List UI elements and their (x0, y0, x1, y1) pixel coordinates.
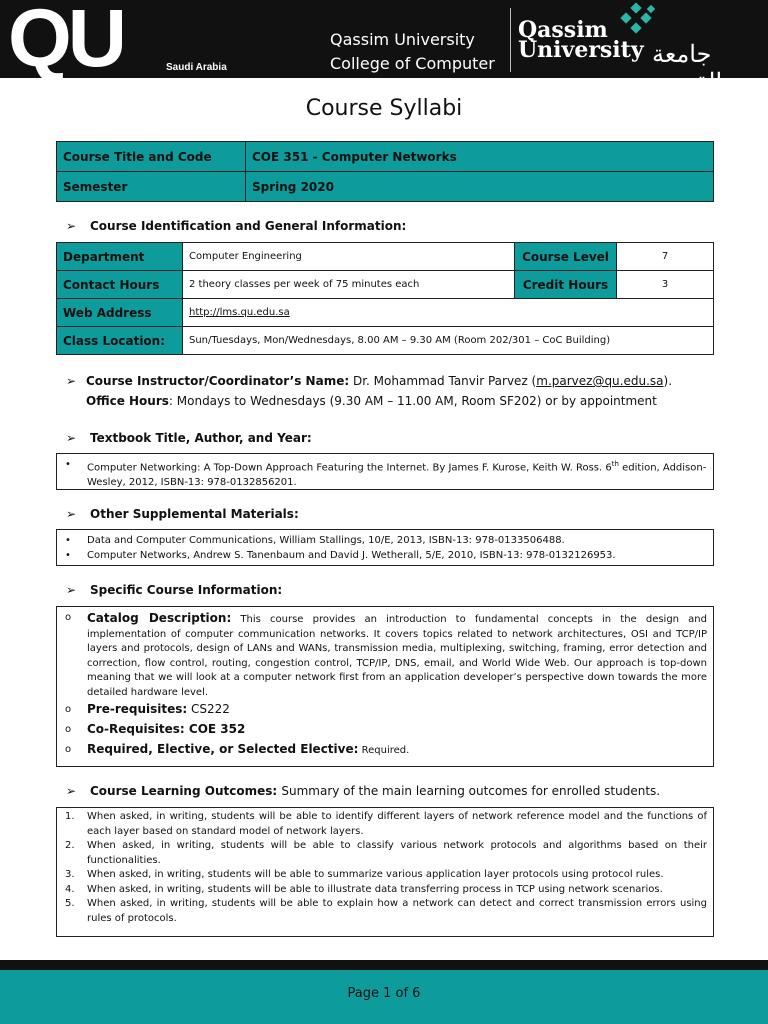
class-location-label: Class Location: (57, 327, 183, 355)
web-address-cell (183, 299, 714, 327)
banner-text (330, 28, 495, 76)
arrow-icon: ➢ (66, 583, 77, 597)
list-item (63, 548, 707, 563)
outcome-number: 5. (65, 898, 75, 909)
section-outcomes (66, 784, 660, 798)
section-heading: Specific Course Information: (90, 583, 283, 597)
textbook-item (63, 457, 707, 490)
header-banner (0, 0, 768, 96)
section-heading: Textbook Title, Author, and Year: (90, 431, 312, 445)
textbook-text-end: edition, Addison-Wesley, 2012, ISBN-13: 978-0132856201. (87, 462, 707, 489)
textbook-text: Computer Networking: A Top-Down Approach Featuring the Internet. By James F. Kurose, Keith W. Ross. 6 (87, 462, 612, 474)
specific-box (56, 606, 714, 767)
textbook-sup: th (611, 460, 619, 468)
outcome-text: When asked, in writing, students will be able to classify various network protocols and algorithms based on their functionalities. (87, 840, 707, 866)
credit-hours-label: Credit Hours (515, 271, 617, 299)
department-label: Department (57, 243, 183, 271)
arabic-university-name: جامعة القصيم (652, 40, 723, 96)
outcome-number: 1. (65, 811, 75, 822)
catalog-text: This course provides an introduction to fundamental concepts in the design and implementation of computer communication networks. It covers topics related to network architectures, OSI and TCP/IP layers and protocols, design of LANs and WANs, transmission media, multiplexing, switching, framing, error detection and correction, flow control, routing, congestion control, TCP/IP, DNS, email, and World Wide Web. Our approach is top-down meaning that we will look at a computer network first from an application developer’s perspective down towards the more detailed hardware level. (87, 614, 707, 698)
page-number: Page 1 of 6 (347, 986, 421, 1001)
web-address-link[interactable]: http://lms.qu.edu.sa (189, 307, 290, 318)
instructor-line (66, 374, 672, 388)
qu-logo: QU (8, 0, 123, 84)
outcomes-box (56, 807, 714, 937)
outcome-number: 2. (65, 840, 75, 851)
course-level-label: Course Level (515, 243, 617, 271)
arrow-icon: ➢ (66, 374, 77, 388)
circle-bullet-icon: o (65, 724, 72, 735)
textbook-box (56, 453, 714, 490)
class-location-value: Sun/Tuesdays, Mon/Wednesdays, 8.00 AM – 9.30 AM (Room 202/301 – CoC Building) (183, 327, 714, 355)
supplemental-text: Computer Networks, Andrew S. Tanenbaum and David J. Wetherall, 5/E, 2010, ISBN-13: 978-0132126953. (87, 550, 616, 561)
page-title: Course Syllabi (305, 96, 463, 121)
office-hours-label: Office Hours (86, 394, 169, 408)
outcomes-description: Summary of the main learning outcomes for enrolled students. (281, 784, 661, 798)
prereq-label: Pre-requisites: (87, 702, 188, 716)
outcome-item (63, 883, 707, 898)
web-address-label: Web Address (57, 299, 183, 327)
logo-subtitle: Saudi Arabia (166, 62, 227, 73)
corequisites (63, 720, 707, 740)
circle-bullet-icon: o (65, 744, 72, 755)
credit-hours-value: 3 (617, 271, 714, 299)
general-info-table (56, 242, 714, 355)
arrow-icon: ➢ (66, 431, 77, 445)
instructor-close: ). (663, 374, 673, 388)
outcome-item (63, 868, 707, 883)
section-heading: Other Supplemental Materials: (90, 507, 299, 521)
circle-bullet-icon: o (65, 612, 72, 623)
prereq-value: CS222 (187, 702, 230, 716)
university-name: Qassim University (330, 30, 475, 49)
arrow-icon: ➢ (66, 219, 77, 233)
coreq-label: Co-Requisites: (87, 722, 185, 736)
bullet-icon: • (65, 550, 71, 561)
required-value: Required. (358, 745, 410, 756)
arrow-icon: ➢ (66, 784, 77, 798)
required-elective (63, 740, 707, 760)
course-title-value: COE 351 - Computer Networks (246, 142, 714, 172)
outcome-text: When asked, in writing, students will be able to identify different layers of network reference model and the functions of each layer based on standard model of network layers. (87, 811, 707, 837)
semester-label: Semester (57, 172, 246, 202)
outcome-item (63, 810, 707, 839)
list-item (63, 533, 707, 548)
outcome-text: When asked, in writing, students will be able to explain how a network can detect and correct transmission errors using rules of protocols. (87, 898, 707, 924)
section-heading: Course Learning Outcomes: (90, 784, 278, 798)
section-heading: Course Identification and General Information: (90, 219, 407, 233)
department-value: Computer Engineering (183, 243, 515, 271)
catalog-label: Catalog Description: (87, 611, 232, 625)
outcome-text: When asked, in writing, students will be able to summarize various application layer protocols using protocol rules. (87, 869, 664, 880)
banner-divider (510, 8, 511, 72)
section-textbook (66, 431, 312, 445)
bullet-icon: • (65, 535, 71, 546)
supplemental-box (56, 529, 714, 566)
college-name: College of Computer (330, 54, 495, 73)
prerequisites (63, 700, 707, 720)
outcome-number: 4. (65, 883, 75, 895)
outcomes-list (57, 808, 713, 929)
crest-line-1: Qassim (518, 17, 608, 43)
office-hours-line (86, 394, 657, 408)
section-supplemental (66, 507, 299, 521)
catalog-description (63, 611, 707, 700)
section-identification (66, 219, 406, 233)
instructor-heading: Course Instructor/Coordinator’s Name: (86, 374, 350, 388)
outcome-item (63, 839, 707, 868)
outcome-text: When asked, in writing, students will be able to illustrate data transferring process in TCP using network scenarios. (87, 883, 663, 895)
footer-divider (0, 960, 768, 970)
instructor-name: Dr. Mohammad Tanvir Parvez ( (352, 374, 537, 388)
outcome-item (63, 897, 707, 926)
section-specific (66, 583, 282, 597)
university-emblem-icon (612, 2, 662, 42)
bullet-icon: • (65, 459, 71, 470)
course-title-label: Course Title and Code (57, 142, 246, 172)
office-hours-value: : Mondays to Wednesdays (9.30 AM – 11.00 AM, Room SF202) or by appointment (168, 394, 657, 408)
crest-line-2: University (518, 37, 644, 63)
contact-hours-label: Contact Hours (57, 271, 183, 299)
coreq-value: COE 352 (184, 722, 246, 736)
required-label: Required, Elective, or Selected Elective: (87, 742, 359, 756)
circle-bullet-icon: o (65, 704, 72, 715)
instructor-email-link[interactable]: m.parvez@qu.edu.sa (536, 374, 664, 388)
footer (0, 970, 768, 1024)
course-title-table (56, 141, 714, 202)
contact-hours-value: 2 theory classes per week of 75 minutes each (183, 271, 515, 299)
arrow-icon: ➢ (66, 507, 77, 521)
outcome-number: 3. (65, 869, 75, 880)
course-level-value: 7 (617, 243, 714, 271)
supplemental-text: Data and Computer Communications, William Stallings, 10/E, 2013, ISBN-13: 978-0133506488. (87, 535, 565, 546)
semester-value: Spring 2020 (246, 172, 714, 202)
